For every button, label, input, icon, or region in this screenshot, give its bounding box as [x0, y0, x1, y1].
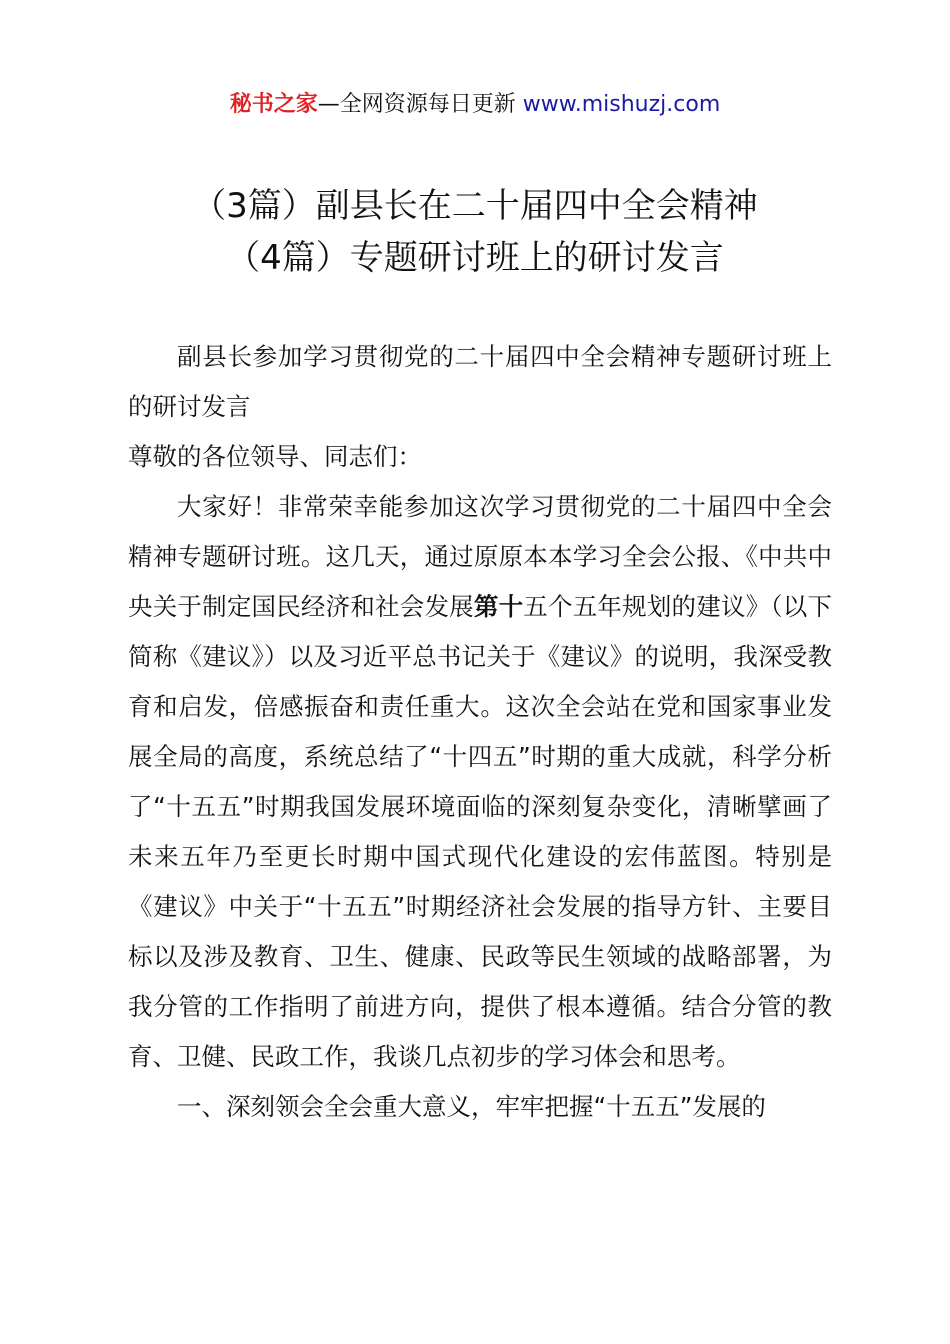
bold-text: 第十: [473, 592, 524, 621]
salutation: 尊敬的各位领导、同志们：: [128, 442, 422, 471]
paragraph-text: 五个五年规划的建议》（以下简称《建议》）以及习近平总书记关于《建议》的说明，我深受教育和启发，倍感振奋和责任重大。这次全会站在党和国家事业发展全局的高度，系统总结了“十四五”时期的重大成就，科学分析了“十五五”时期我国发展环境面临的深刻复杂变化，清晰擘画了未来五年乃至更长时期中国式现代化建设的宏伟蓝图。特别是《建议》中关于“十五五”时期经济社会发展的指导方针、主要目标以及涉及教育、卫生、健康、民政等民生领域的战略部署，为我分管的工作指明了前进方向，提供了根本遵循。结合分管的教育、卫健、民政工作，我谈几点初步的学习体会和思考。: [128, 592, 833, 1071]
paragraph-text: 大家好！非常荣幸能参加这次学习贯彻党的二十届四中全会精神专题研讨班。这几天，通过原原本本学习全会公报、《中共中央关于制定国民经济和社会发展: [128, 492, 832, 621]
document-title: [0, 180, 950, 284]
header-tagline: —全网资源每日更新: [317, 92, 516, 117]
section-heading: 一、深刻领会全会重大意义，牢牢把握“十五五”发展的: [177, 1092, 766, 1121]
site-url-link[interactable]: www.mishuzj.com: [522, 92, 721, 117]
title-line-2: （4篇）专题研讨班上的研讨发言: [226, 238, 724, 278]
body-paragraph: [128, 482, 832, 1082]
speech-subtitle: 副县长参加学习贯彻党的二十届四中全会精神专题研讨班上的研讨发言: [128, 342, 832, 421]
site-header: [0, 88, 950, 122]
title-line-1: （3篇）副县长在二十届四中全会精神: [192, 186, 758, 226]
document-body: [128, 332, 832, 1132]
brand-name: 秘书之家: [229, 92, 318, 117]
